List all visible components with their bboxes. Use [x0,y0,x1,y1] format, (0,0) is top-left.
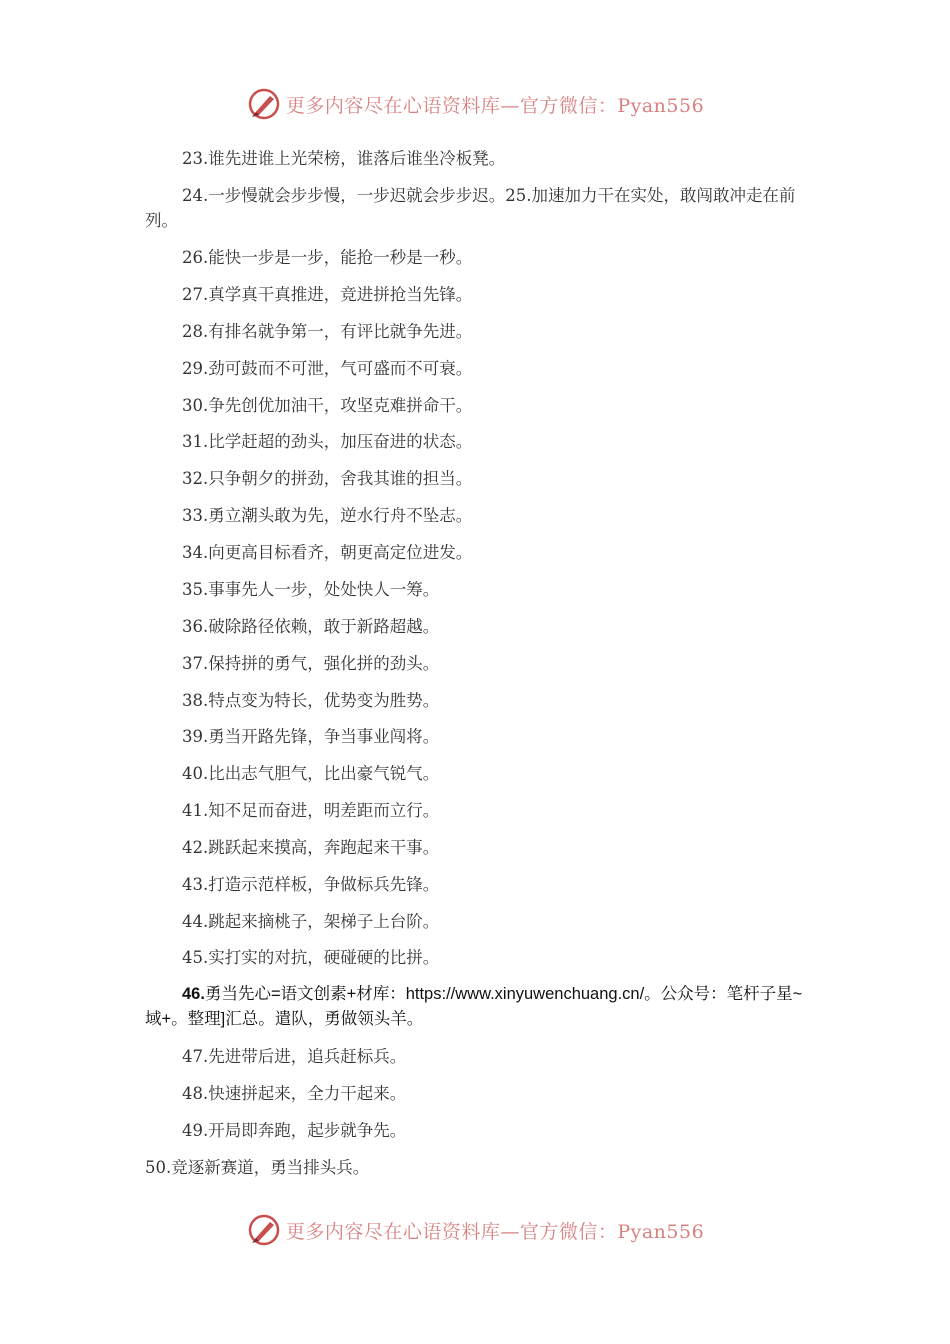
list-item: 31.比学赶超的劲头，加压奋进的状态。 [182,432,473,451]
list-item: 47.先进带后进，追兵赶标兵。 [182,1047,407,1066]
list-item-46 [145,982,815,1032]
header-banner [0,82,950,126]
item-number: 46. [182,985,205,1003]
list-item: 50.竞逐新赛道，勇当排头兵。 [145,1158,370,1177]
list-item: 36.破除路径依赖，敢于新路超越。 [182,617,440,636]
list-item: 44.跳起来摘桃子，架梯子上台阶。 [182,912,440,931]
list-item: 41.知不足而奋进，明差距而立行。 [182,801,440,820]
list-item: 48.快速拼起来，全力干起来。 [182,1084,407,1103]
list-item: 23.谁先进谁上光荣榜，谁落后谁坐冷板凳。 [182,149,506,168]
item-text: 勇当先心=语文创素+材库：https://www.xinyuwenchuang.cn/。公众号：笔杆子星~域+。整理]汇总。遣队，勇做领头羊。 [145,985,803,1028]
list-item: 38.特点变为特长，优势变为胜势。 [182,691,440,710]
list-item: 39.勇当开路先锋，争当事业闯将。 [182,727,440,746]
list-item: 42.跳跃起来摸高，奔跑起来干事。 [182,838,440,857]
list-item: 43.打造示范样板，争做标兵先锋。 [182,875,440,894]
list-item: 37.保持拼的勇气，强化拼的劲头。 [182,654,440,673]
list-item: 34.向更高目标看齐，朝更高定位进发。 [182,543,473,562]
banner-text: 更多内容尽在心语资料库—官方微信：Pyan556 [285,1220,705,1243]
list-item: 29.劲可鼓而不可泄，气可盛而不可衰。 [182,359,473,378]
list-item: 24.一步慢就会步步慢，一步迟就会步步迟。25.加速加力干在实处，敢闯敢冲走在前列。 [145,186,796,230]
list-item: 28.有排名就争第一，有评比就争先进。 [182,322,473,341]
list-item: 33.勇立潮头敢为先，逆水行舟不坠志。 [182,506,473,525]
list-item: 49.开局即奔跑，起步就争先。 [182,1121,407,1140]
banner-text: 更多内容尽在心语资料库—官方微信：Pyan556 [285,94,705,117]
list-item: 45.实打实的对抗，硬碰硬的比拼。 [182,948,440,967]
list-item: 30.争先创优加油干，攻坚克难拼命干。 [182,396,473,415]
pen-logo-icon [246,86,282,122]
pen-logo-icon [246,1212,282,1248]
footer-banner [0,1208,950,1252]
list-item: 27.真学真干真推进，竞进拼抢当先锋。 [182,285,473,304]
list-item: 35.事事先人一步，处处快人一筹。 [182,580,440,599]
list-item: 26.能快一步是一步，能抢一秒是一秒。 [182,248,473,267]
list-item: 32.只争朝夕的拼劲，舍我其谁的担当。 [182,469,473,488]
list-item: 40.比出志气胆气，比出豪气锐气。 [182,764,440,783]
